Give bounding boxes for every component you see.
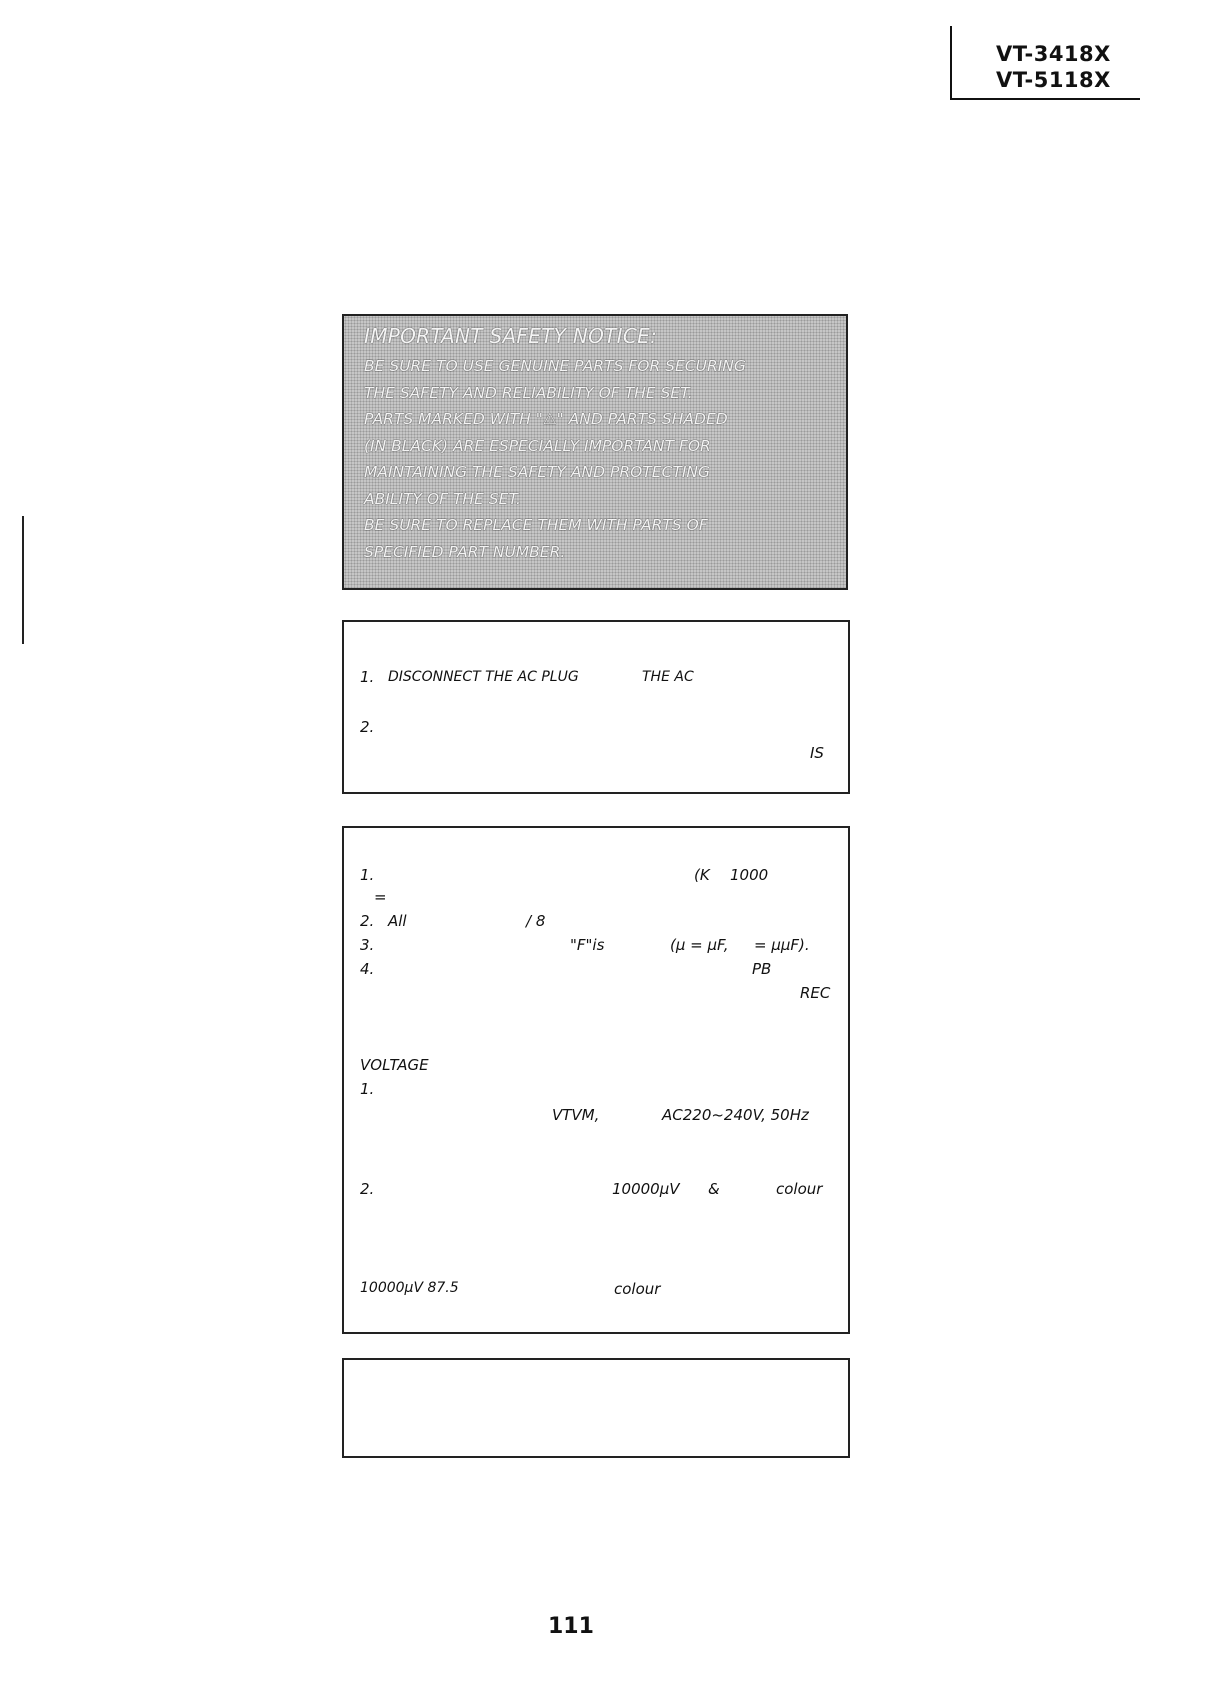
notice-line: BE SURE TO REPLACE THEM WITH PARTS OF xyxy=(364,516,708,534)
note-text: VTVM, xyxy=(552,1106,600,1124)
note-text: All xyxy=(388,912,407,930)
note-text: 1000 xyxy=(730,866,769,884)
schematic-notes-box xyxy=(342,826,850,1334)
empty-note-box xyxy=(342,1358,850,1458)
note-text: colour xyxy=(776,1180,823,1198)
item-number: 2. xyxy=(360,718,375,736)
note-text: / 8 xyxy=(526,912,546,930)
notice-line: THE SAFETY AND RELIABILITY OF THE SET. xyxy=(364,383,693,402)
notice-line: MAINTAINING THE SAFETY AND PROTECTING xyxy=(364,463,711,481)
note-number: 2. xyxy=(360,1180,375,1198)
item-text: THE AC xyxy=(642,669,694,685)
note-text: 10000µV 87.5 xyxy=(360,1280,459,1296)
item-text: DISCONNECT THE AC PLUG xyxy=(388,669,579,685)
note-number: 4. xyxy=(360,960,375,978)
safety-notice-box xyxy=(342,314,848,590)
note-text: (µ = µF, xyxy=(670,936,729,954)
item-text: IS xyxy=(810,744,824,762)
note-text: = µµF). xyxy=(754,936,810,954)
notice-line: (IN BLACK) ARE ESPECIALLY IMPORTANT FOR xyxy=(364,436,711,455)
item-number: 1. xyxy=(360,668,375,686)
notice-title: IMPORTANT SAFETY NOTICE: xyxy=(364,324,658,348)
note-number: 2. xyxy=(360,912,375,930)
note-text: AC220~240V, 50Hz xyxy=(662,1106,809,1124)
note-text: colour xyxy=(614,1280,661,1298)
notice-line: ABILITY OF THE SET. xyxy=(364,489,521,508)
notice-line: BE SURE TO USE GENUINE PARTS FOR SECURING xyxy=(364,357,746,375)
note-text: (K xyxy=(694,866,710,884)
model-label-box xyxy=(950,26,1140,100)
note-number: 3. xyxy=(360,936,375,954)
model-number: VT-5118X xyxy=(996,68,1111,92)
margin-rule xyxy=(22,516,24,644)
model-number: VT-3418X xyxy=(996,42,1111,66)
note-text: PB xyxy=(752,960,772,978)
service-precautions-box xyxy=(342,620,850,794)
note-number: 1. xyxy=(360,866,375,884)
page-number: 111 xyxy=(548,1614,594,1639)
note-text: "F"is xyxy=(570,936,605,954)
note-text: REC xyxy=(800,984,831,1002)
note-number: 1. xyxy=(360,1080,375,1098)
note-text: 10000µV xyxy=(612,1180,680,1198)
notice-line: SPECIFIED PART NUMBER. xyxy=(364,542,566,561)
voltage-heading: VOLTAGE xyxy=(360,1056,429,1074)
note-text: & xyxy=(708,1180,720,1198)
note-text: = xyxy=(374,888,387,906)
notice-line: PARTS MARKED WITH "⚠" AND PARTS SHADED xyxy=(364,410,728,428)
